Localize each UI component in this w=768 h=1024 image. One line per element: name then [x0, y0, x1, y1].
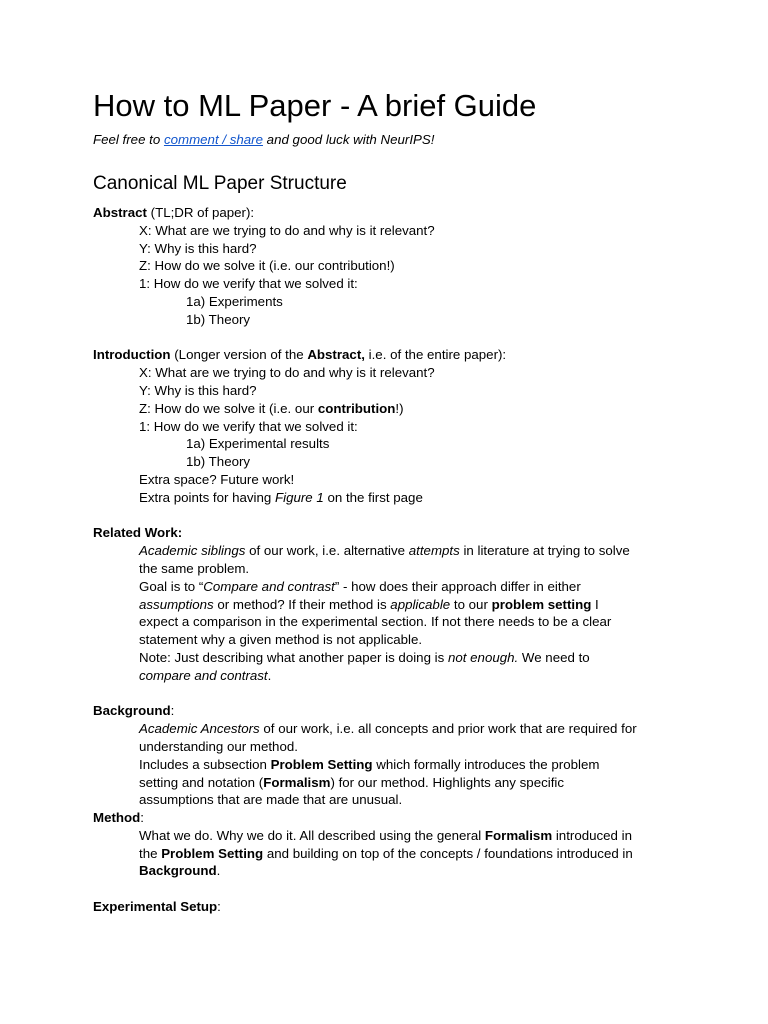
introduction-line: Extra space? Future work! — [139, 471, 295, 487]
abstract-line: 1: How do we verify that we solved it: — [139, 276, 358, 292]
abstract-line: X: What are we trying to do and why is it relevant? — [139, 222, 435, 238]
document-title: How to ML Paper - A brief Guide — [93, 88, 537, 123]
background-line: assumptions that are made that are unusual. — [139, 792, 403, 808]
method-heading: Method: — [93, 810, 144, 826]
related-work-line: Note: Just describing what another paper is doing is not enough. We need to — [139, 649, 590, 665]
related-work-line: Goal is to “Compare and contrast” - how does their approach differ in either — [139, 578, 581, 594]
background-line: Includes a subsection Problem Setting which formally introduces the problem — [139, 756, 600, 772]
abstract-line: 1a) Experiments — [186, 293, 283, 309]
related-work-heading: Related Work: — [93, 525, 183, 541]
abstract-line: Z: How do we solve it (i.e. our contribution!) — [139, 258, 395, 274]
related-work-line: expect a comparison in the experimental section. If not there needs to be a clear — [139, 614, 612, 630]
introduction-line: 1b) Theory — [186, 454, 251, 470]
introduction-line: Y: Why is this hard? — [139, 382, 257, 398]
related-work-line: compare and contrast. — [139, 667, 272, 683]
background-line: setting and notation (Formalism) for our method. Highlights any specific — [139, 774, 564, 790]
abstract-line: Y: Why is this hard? — [139, 240, 257, 256]
related-work-line: statement why a given method is not applicable. — [139, 632, 423, 648]
method-line: What we do. Why we do it. All described using the general Formalism introduced in — [139, 827, 632, 843]
background-heading: Background: — [93, 703, 175, 719]
abstract-line: 1b) Theory — [186, 311, 251, 327]
related-work-line: Academic siblings of our work, i.e. alternative attempts in literature at trying to solve — [139, 543, 630, 559]
document-subtitle — [93, 131, 434, 149]
comment-share-link[interactable]: comment / share — [163, 132, 263, 147]
related-work-line: the same problem. — [139, 560, 250, 576]
introduction-line: Extra points for having Figure 1 on the first page — [139, 489, 423, 505]
experimental-setup-heading: Experimental Setup: — [93, 899, 221, 915]
introduction-line: 1: How do we verify that we solved it: — [139, 418, 358, 434]
subtitle-text: Feel free to — [93, 132, 164, 147]
method-line: Background. — [139, 863, 221, 879]
abstract-heading: Abstract (TL;DR of paper): — [93, 205, 255, 220]
introduction-line: X: What are we trying to do and why is it relevant? — [139, 365, 435, 381]
introduction-line: Z: How do we solve it (i.e. our contribution!) — [139, 400, 404, 416]
method-line: the Problem Setting and building on top of the concepts / foundations introduced in — [139, 845, 633, 861]
background-line: understanding our method. — [139, 738, 298, 754]
document-body — [93, 204, 693, 916]
section-heading: Canonical ML Paper Structure — [93, 173, 347, 194]
introduction-line: 1a) Experimental results — [186, 436, 330, 452]
background-line: Academic Ancestors of our work, i.e. all concepts and prior work that are required for — [139, 721, 637, 737]
subtitle-text-end: and good luck with NeurIPS! — [262, 132, 435, 147]
introduction-heading: Introduction (Longer version of the Abstract, i.e. of the entire paper): — [93, 347, 507, 363]
related-work-line: assumptions or method? If their method is applicable to our problem setting I — [139, 596, 599, 612]
